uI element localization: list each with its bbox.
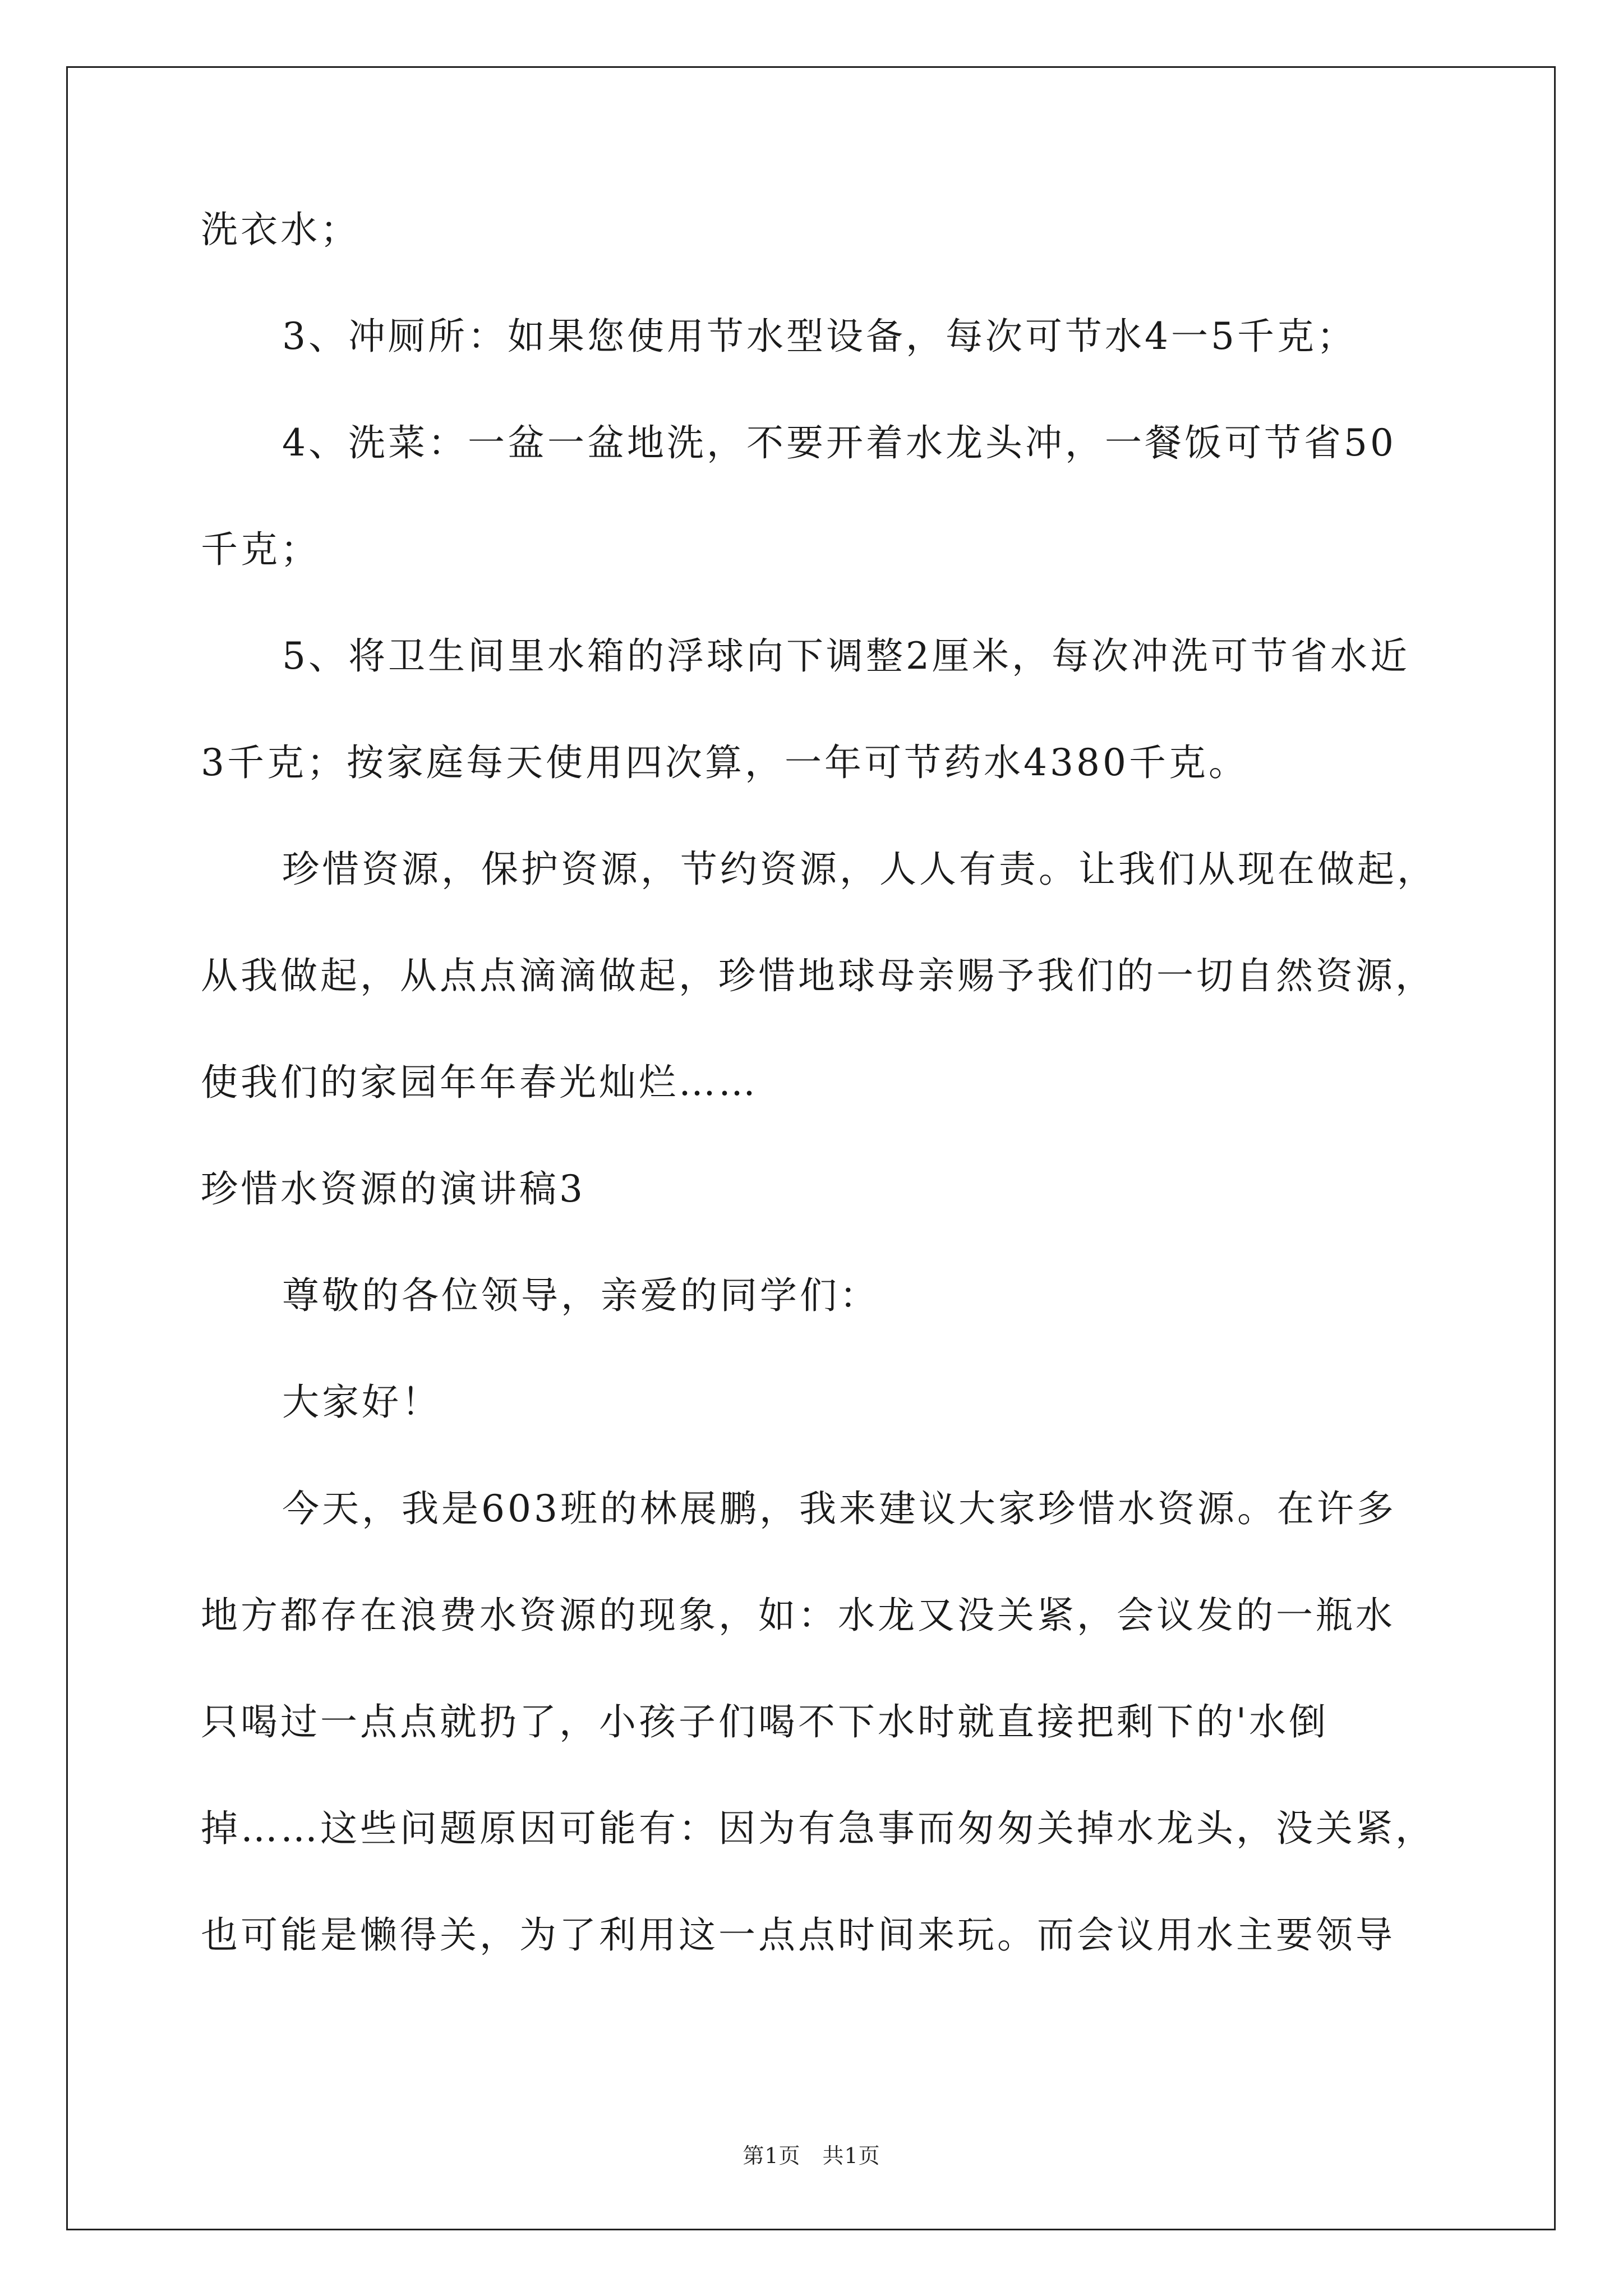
text-line: 5、将卫生间里水箱的浮球向下调整2厘米，每次冲洗可节省水近 — [282, 634, 1410, 678]
text-line: 从我做起，从点点滴滴做起，珍惜地球母亲赐予我们的一切自然资源， — [201, 954, 1435, 997]
text-line: 大家好！ — [282, 1381, 441, 1424]
text-line: 也可能是懒得关，为了利用这一点点时间来玩。而会议用水主要领导 — [201, 1913, 1395, 1957]
text-line: 使我们的家园年年春光灿烂…… — [201, 1061, 758, 1104]
text-line: 珍惜资源，保护资源，节约资源，人人有责。让我们从现在做起， — [282, 848, 1437, 891]
text-line: 掉……这些问题原因可能有：因为有急事而匆匆关掉水龙头，没关紧， — [201, 1807, 1435, 1850]
page-border — [66, 66, 1556, 2230]
section-heading: 珍惜水资源的演讲稿3 — [201, 1167, 585, 1211]
text-line: 今天，我是603班的林展鹏，我来建议大家珍惜水资源。在许多 — [282, 1487, 1396, 1530]
text-line: 地方都存在浪费水资源的现象，如：水龙又没关紧，会议发的一瓶水 — [201, 1594, 1395, 1637]
text-line: 4、洗菜：一盆一盆地洗，不要开着水龙头冲，一餐饭可节省50 — [282, 421, 1396, 464]
text-line: 洗衣水； — [201, 208, 360, 251]
text-line: 千克； — [201, 528, 320, 571]
text-line: 尊敬的各位领导，亲爱的同学们： — [282, 1274, 879, 1317]
text-line: 3千克；按家庭每天使用四次算，一年可节药水4380千克。 — [201, 741, 1248, 784]
text-line: 只喝过一点点就扔了，小孩子们喝不下水时就直接把剩下的'水倒 — [201, 1700, 1329, 1743]
page-footer: 第1页 共1页 — [743, 2143, 880, 2168]
text-line: 3、冲厕所：如果您使用节水型设备，每次可节水4一5千克； — [282, 315, 1357, 358]
